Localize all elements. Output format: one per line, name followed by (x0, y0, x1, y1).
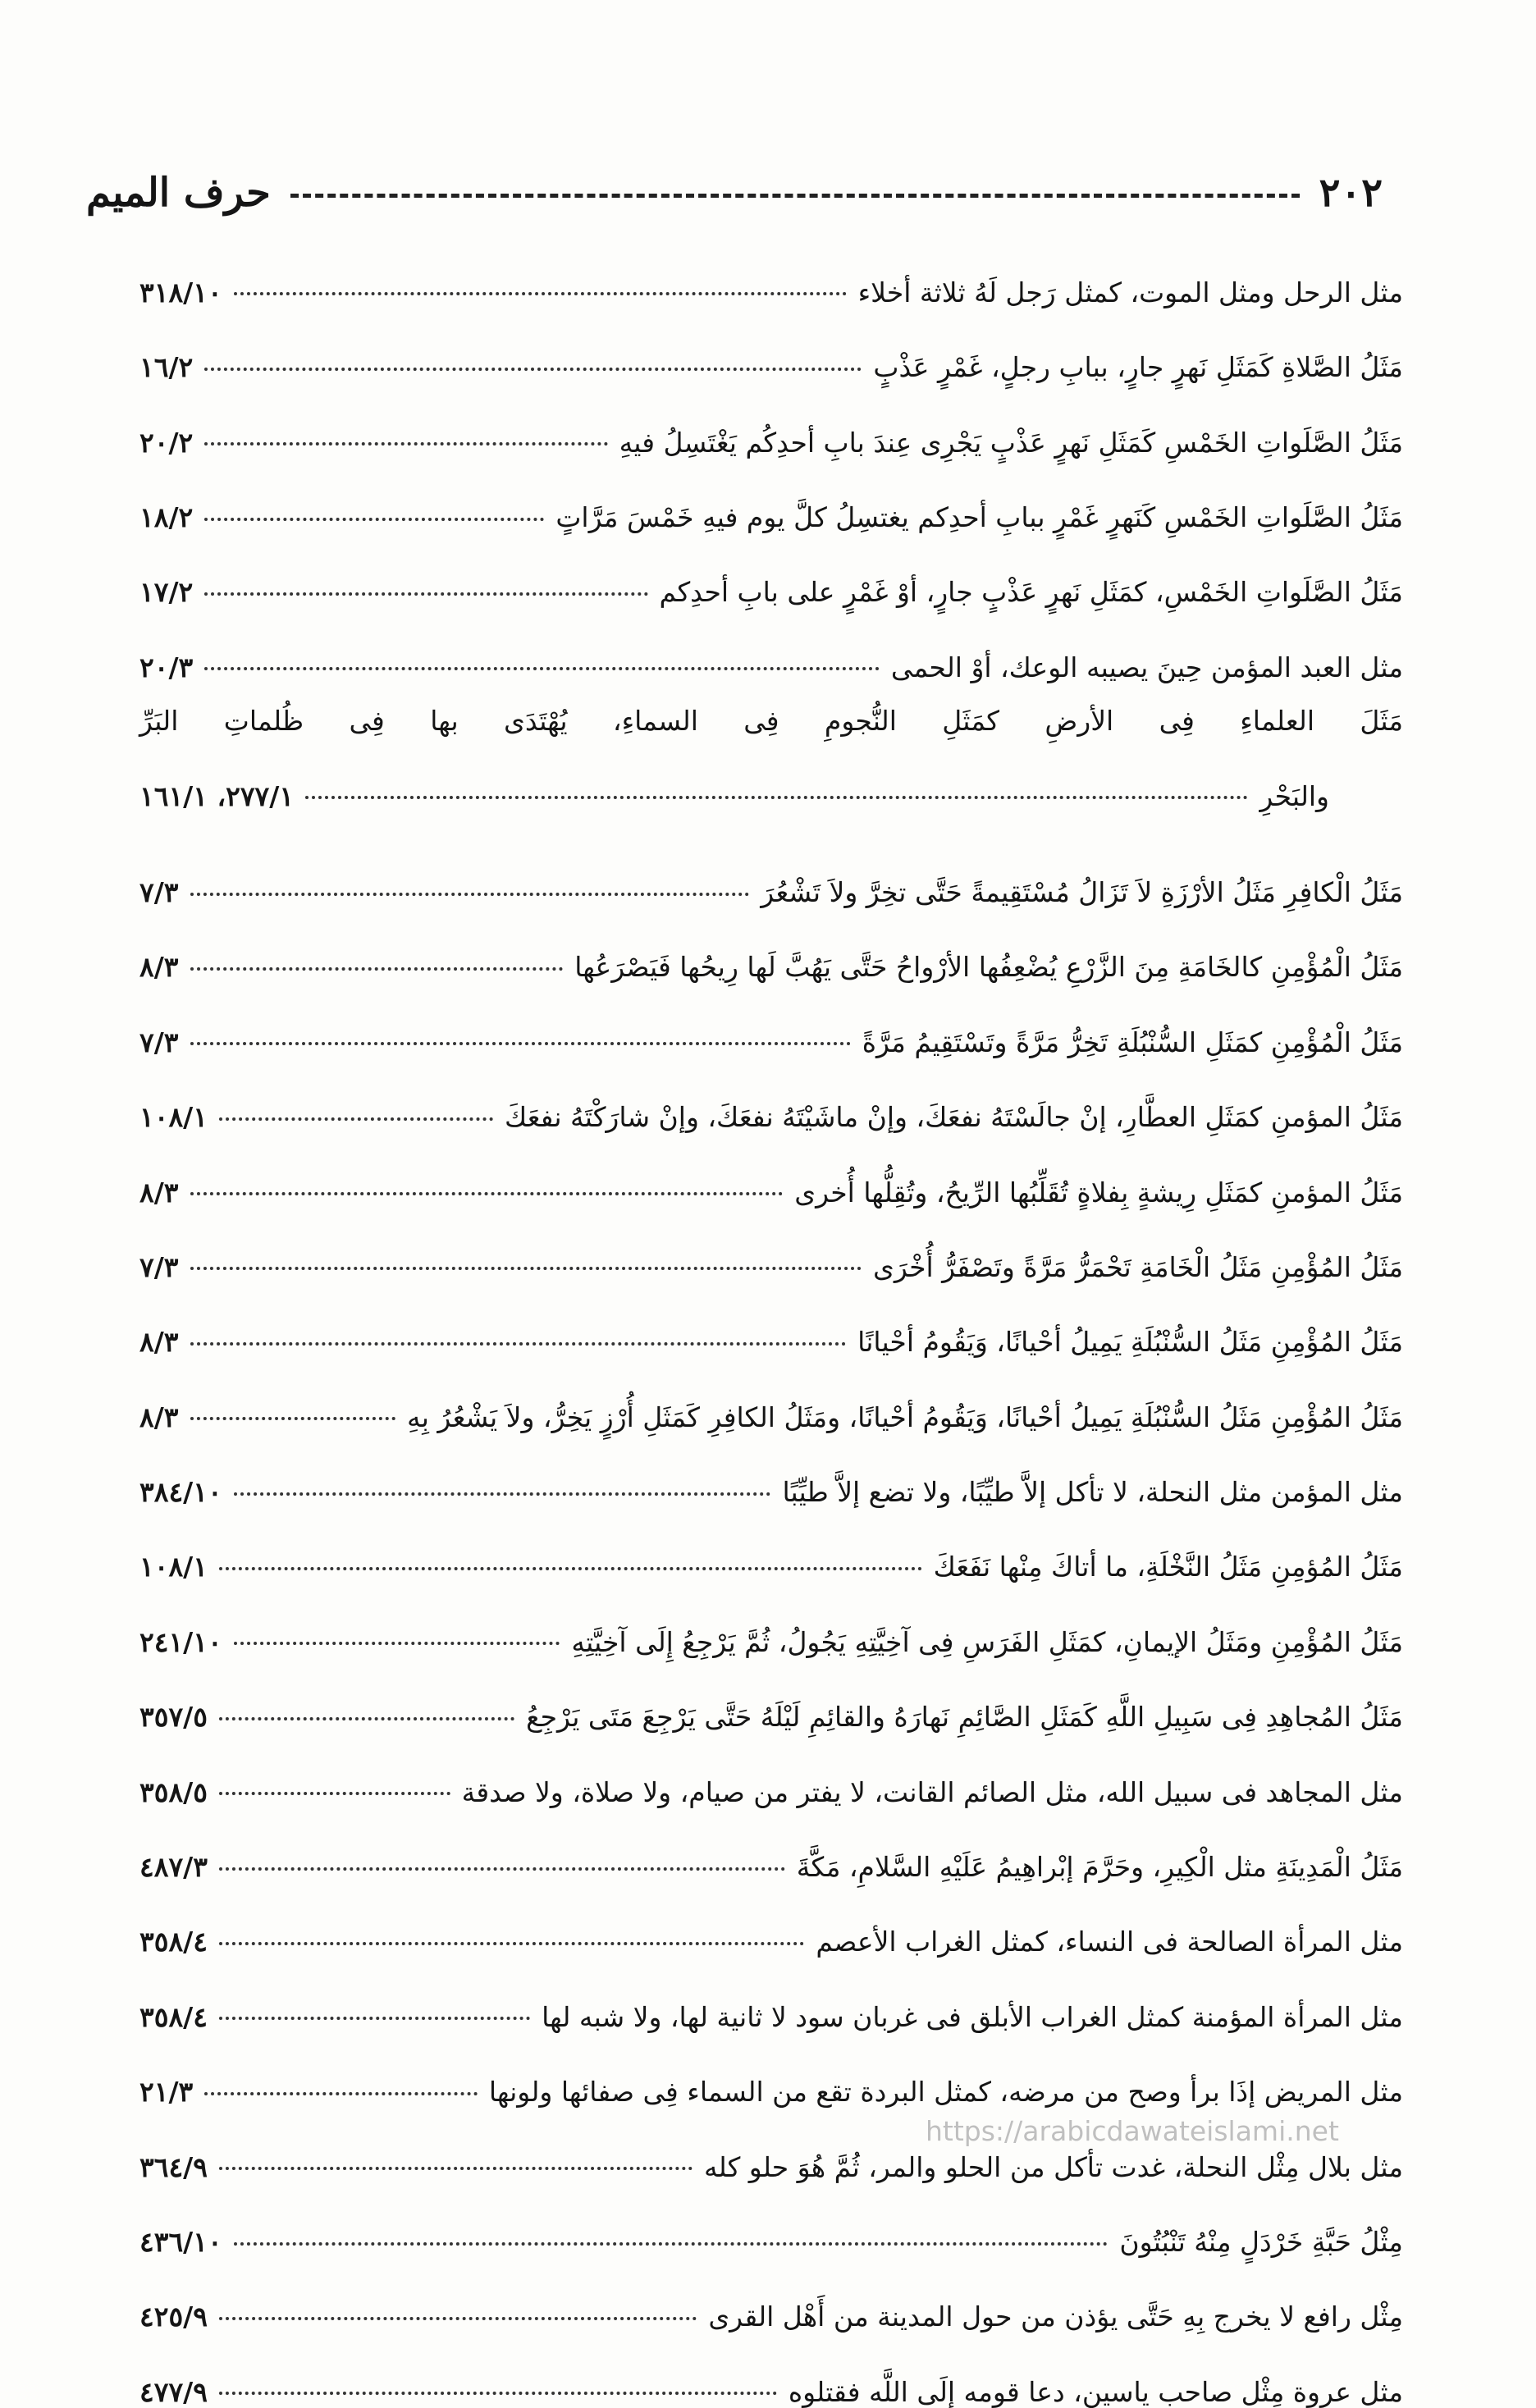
list-item (139, 1583, 1403, 1658)
entry-reference: ١٨/٢ (139, 500, 194, 533)
entry-text: مثل بلال مِثْل النحلة، غدت تأكل من الحلو والمر، ثُمَّ هُوَ حلو كله (703, 2150, 1403, 2183)
entry-reference: ٣٥٨/٥ (139, 1775, 208, 1808)
entry-text: مِثْل رافع لا يخرج بِهِ حَتَّى يؤذن من حول المدينة من أَهْل القرى (708, 2301, 1403, 2333)
entry-reference: ٢١/٣ (139, 2076, 194, 2109)
entry-reference: ٨/٣ (139, 1176, 179, 1209)
dot-leader (219, 1792, 450, 1795)
dot-leader (204, 592, 647, 596)
list-item (139, 1283, 1403, 1358)
list-item (139, 1658, 1403, 1733)
list-item (139, 1209, 1403, 1283)
list-item (139, 1433, 1403, 1508)
dot-leader (219, 2167, 693, 2170)
page-title: حرف الميم (86, 170, 271, 216)
entry-reference: ٣٥٨/٤ (139, 1926, 208, 1958)
entry-text: مَثَلُ الصَّلَواتِ الخَمْسِ كَمَثَلِ نَهرٍ عَذْبٍ يَجْرِى عِندَ بابِ أحدِكُم يَغْتَسِلُ فيهِ (619, 426, 1403, 459)
page-number: ٢٠٢ (1319, 170, 1383, 216)
list-item (139, 2259, 1403, 2333)
entry-reference: ٤٨٧/٣ (139, 1851, 208, 1884)
list-item (139, 2333, 1403, 2408)
entry-reference: ١٧/٢ (139, 576, 194, 609)
list-item (139, 1058, 1403, 1133)
entry-reference: ١٦/٢ (139, 351, 194, 384)
dot-leader (219, 1567, 922, 1570)
entry-text: مَثَلُ الصَّلَواتِ الخَمْسِ كَنَهرٍ غَمْرٍ ببابِ أحدِكم يغتسِلُ كلَّ يوم فيهِ خَمْسَ مَرَّاتٍ (555, 500, 1403, 533)
entry-text: مَثَلُ الْمُؤْمِنِ كالخَامَةِ مِنَ الزَّرْعِ يُضْعِفُها الأرْواحُ حَتَّى يَهُبَّ لَها رِيحُها فَيَصْرَعُها (574, 951, 1403, 984)
entry-reference: ١٠٨/١ (139, 1101, 208, 1134)
list-item (139, 1134, 1403, 1209)
dot-leader (305, 796, 1248, 799)
dot-leader (204, 368, 862, 371)
entry-reference: ٨/٣ (139, 1326, 179, 1359)
entry-text: مثل المرأة الصالحة فى النساء، كمثل الغراب الأعصم (816, 1926, 1403, 1958)
dot-leader (190, 1342, 847, 1346)
entry-text-continued: والبَحْرِ (1259, 779, 1329, 812)
list-item (139, 1734, 1403, 1808)
list-item (139, 2033, 1403, 2108)
list-item (139, 384, 1403, 459)
entry-text: مَثَلُ الْكافِرِ مَثَلُ الأرْزَةِ لاَ تَزَالُ مُسْتَقِيمةً حَتَّى تخِرَّ ولاَ تَشْعُرَ (761, 875, 1403, 908)
list-item (139, 459, 1403, 533)
entry-reference: ٨/٣ (139, 1400, 179, 1433)
entry-text: مَثَلُ المؤمنِ كمَثَلِ العطَّارِ، إنْ جالَسْتَهُ نفعَكَ، وإنْ ماشَيْتَهُ نفعَكَ، وإنْ شارَكْتَهُ نفعَكَ (504, 1101, 1403, 1134)
list-item (139, 909, 1403, 984)
entry-text: مثل الرحل ومثل الموت، كمثل رَجل لَهُ ثلاثة أخلاء (857, 276, 1403, 308)
entry-list (139, 234, 1403, 2408)
dot-leader (204, 518, 544, 521)
list-item (139, 1359, 1403, 1433)
dot-leader (190, 1417, 396, 1420)
dot-leader (219, 1942, 804, 1945)
entry-reference: ١٠٨/١ (139, 1551, 208, 1583)
dot-leader (190, 893, 750, 896)
list-item (139, 1808, 1403, 1883)
dot-leader (219, 1117, 493, 1121)
source-watermark: https://arabicdawateislami.net (926, 2115, 1339, 2147)
entry-text: مثل المجاهد فى سبيل الله، مثل الصائم القانت، لا يفتر من صيام، ولا صلاة، ولا صدقة (461, 1775, 1403, 1808)
entry-text: مثل المرأة المؤمنة كمثل الغراب الأبلق فى غربان سود لا ثانية لها، ولا شبه لها (542, 2000, 1403, 2033)
list-item (139, 1958, 1403, 2033)
list-item (139, 609, 1403, 683)
dot-leader (204, 442, 607, 446)
entry-reference: ٢٠/٢ (139, 426, 194, 459)
list-item (139, 308, 1403, 383)
dot-leader (190, 1267, 862, 1270)
entry-text: مَثَلُ الصَّلاةِ كَمَثَلِ نَهرٍ جارٍ، ببابِ رجلٍ، غَمْرٍ عَذْبٍ (873, 351, 1403, 384)
list-item (139, 2183, 1403, 2258)
dot-leader (219, 1717, 514, 1720)
entry-reference: ٣٥٧/٥ (139, 1701, 208, 1734)
dot-leader (219, 2017, 530, 2020)
list-item (139, 1509, 1403, 1583)
dot-leader (190, 1042, 851, 1045)
entry-text: مَثَلُ المُجاهِدِ فِى سَبِيلِ اللَّهِ كَمَثَلِ الصَّائِمِ نَهارَهُ والقائِمِ لَيْلَهُ حَتَّى يَرْجِعَ مَتَى يَرْجِعُ (526, 1701, 1403, 1734)
dot-leader (234, 1492, 771, 1496)
dot-leader (219, 2392, 777, 2395)
list-item (139, 984, 1403, 1058)
entry-text: مَثَلُ المُؤْمِنِ مَثَلُ السُّنْبُلَةِ يَمِيلُ أحْيانًا، وَيَقُومُ أحْيانًا، ومَثَلُ الكافِرِ كَمَثَلِ أُرْزٍ يَخِرُّ، ولاَ يَشْعُرُ بِهِ (407, 1400, 1403, 1433)
entry-reference: ٣٦٤/٩ (139, 2150, 208, 2183)
list-item (139, 834, 1403, 908)
entry-text: مثل عروة مِثْل صاحب ياسين، دعا قومه إِلَى اللَّه فقتلوه (788, 2375, 1403, 2408)
entry-reference: ٧/٣ (139, 875, 179, 908)
list-item (139, 234, 1403, 308)
entry-text: مَثَلُ المؤمنِ كمَثَلِ رِيشةٍ بِفلاةٍ تُقَلِّبُها الرِّيحُ، وتُقِلُّها أُخرى (794, 1176, 1403, 1209)
entry-text: مَثَلُ المُؤْمِنِ ومَثَلُ الإيمانِ، كمَثَلِ الفَرَسِ فِى آخِيَّتِهِ يَجُولُ، ثُمَّ يَرْجِعُ إِلَى آخِيَّتِهِ (571, 1625, 1403, 1658)
entry-text: مَثَلُ المُؤمِنِ مَثَلُ النَّخْلَةِ، ما أتاكَ مِنْها نَفَعَكَ (933, 1551, 1403, 1583)
dot-leader (204, 2092, 478, 2095)
entry-text: مَثَلُ المُؤْمِنِ مَثَلُ السُّنْبُلَةِ يَمِيلُ أحْيانًا، وَيَقُومُ أحْيانًا (857, 1326, 1403, 1359)
entry-reference: ٧/٣ (139, 1250, 179, 1283)
dot-leader (234, 292, 847, 295)
entry-reference: ٤٢٥/٩ (139, 2301, 208, 2333)
entry-text: مَثَلُ الْمُؤْمِنِ كمَثَلِ السُّنْبُلَةِ تَخِرُّ مَرَّةً وتَسْتَقِيمُ مَرَّةً (862, 1026, 1403, 1058)
list-item (139, 1884, 1403, 1958)
dot-leader (190, 967, 564, 971)
dot-leader (219, 2317, 697, 2320)
entry-text: مَثَلُ الْمَدِينَةِ مثل الْكِيرِ، وحَرَّمَ إبْراهِيمُ عَلَيْهِ السَّلامِ، مَكَّةَ (796, 1851, 1403, 1884)
page-header (86, 168, 1383, 217)
entry-reference: ٤٣٦/١٠ (139, 2225, 222, 2258)
entry-reference: ٢٠/٣ (139, 651, 194, 683)
entry-reference: ٧/٣ (139, 1026, 179, 1058)
entry-text: مَثَلُ المُؤْمِنِ مَثَلُ الْخَامَةِ تَحْمَرُّ مَرَّةً وتَصْفَرُّ أُخْرَى (873, 1250, 1403, 1283)
header-dashed-rule (290, 194, 1300, 198)
entry-text: مثل المؤمن مثل النحلة، لا تأكل إلاَّ طيِّبًا، ولا تضع إلاَّ طيِّبًا (782, 1476, 1403, 1509)
dot-leader (234, 1642, 560, 1645)
dot-leader (190, 1192, 784, 1195)
entry-reference: ٣١٨/١٠ (139, 276, 222, 308)
entry-text: مَثَلُ الصَّلَواتِ الخَمْسِ، كمَثَلِ نَهرٍ عَذْبٍ جارٍ، أوْ غَمْرٍ على بابِ أحدِكم (659, 576, 1403, 609)
dot-leader (204, 667, 880, 670)
entry-reference: ٢٤١/١٠ (139, 1625, 222, 1658)
entry-reference: ٨/٣ (139, 951, 179, 984)
entry-reference: ٤٧٧/٩ (139, 2375, 208, 2408)
entry-reference: ٣٥٨/٤ (139, 2000, 208, 2033)
entry-reference: ٢٧٧/١، ١٦١/١ (139, 779, 295, 812)
dot-leader (219, 1867, 785, 1871)
entry-text: مِثْلُ حَبَّةِ خَرْدَلٍ مِنْهُ تَنْبُتُونَ (1119, 2225, 1403, 2258)
list-item (139, 534, 1403, 609)
entry-text: مَثَلَ العلماءِ فِى الأرضِ كمَثَلِ النُّجومِ فِى السماءِ، يُهْتَدَى بها فِى ظُلماتِ البَرِّ (139, 705, 1403, 738)
entry-text: مثل المريض إذَا برأ وصح من مرضه، كمثل البردة تقع من السماء فِى صفائها ولونها (488, 2076, 1403, 2109)
entry-text: مثل العبد المؤمن حِينَ يصيبه الوعك، أوْ الحمى (890, 651, 1403, 683)
entry-reference: ٣٨٤/١٠ (139, 1476, 222, 1509)
entry-continuation (139, 780, 1403, 813)
list-item (139, 683, 1403, 834)
dot-leader (234, 2242, 1109, 2246)
